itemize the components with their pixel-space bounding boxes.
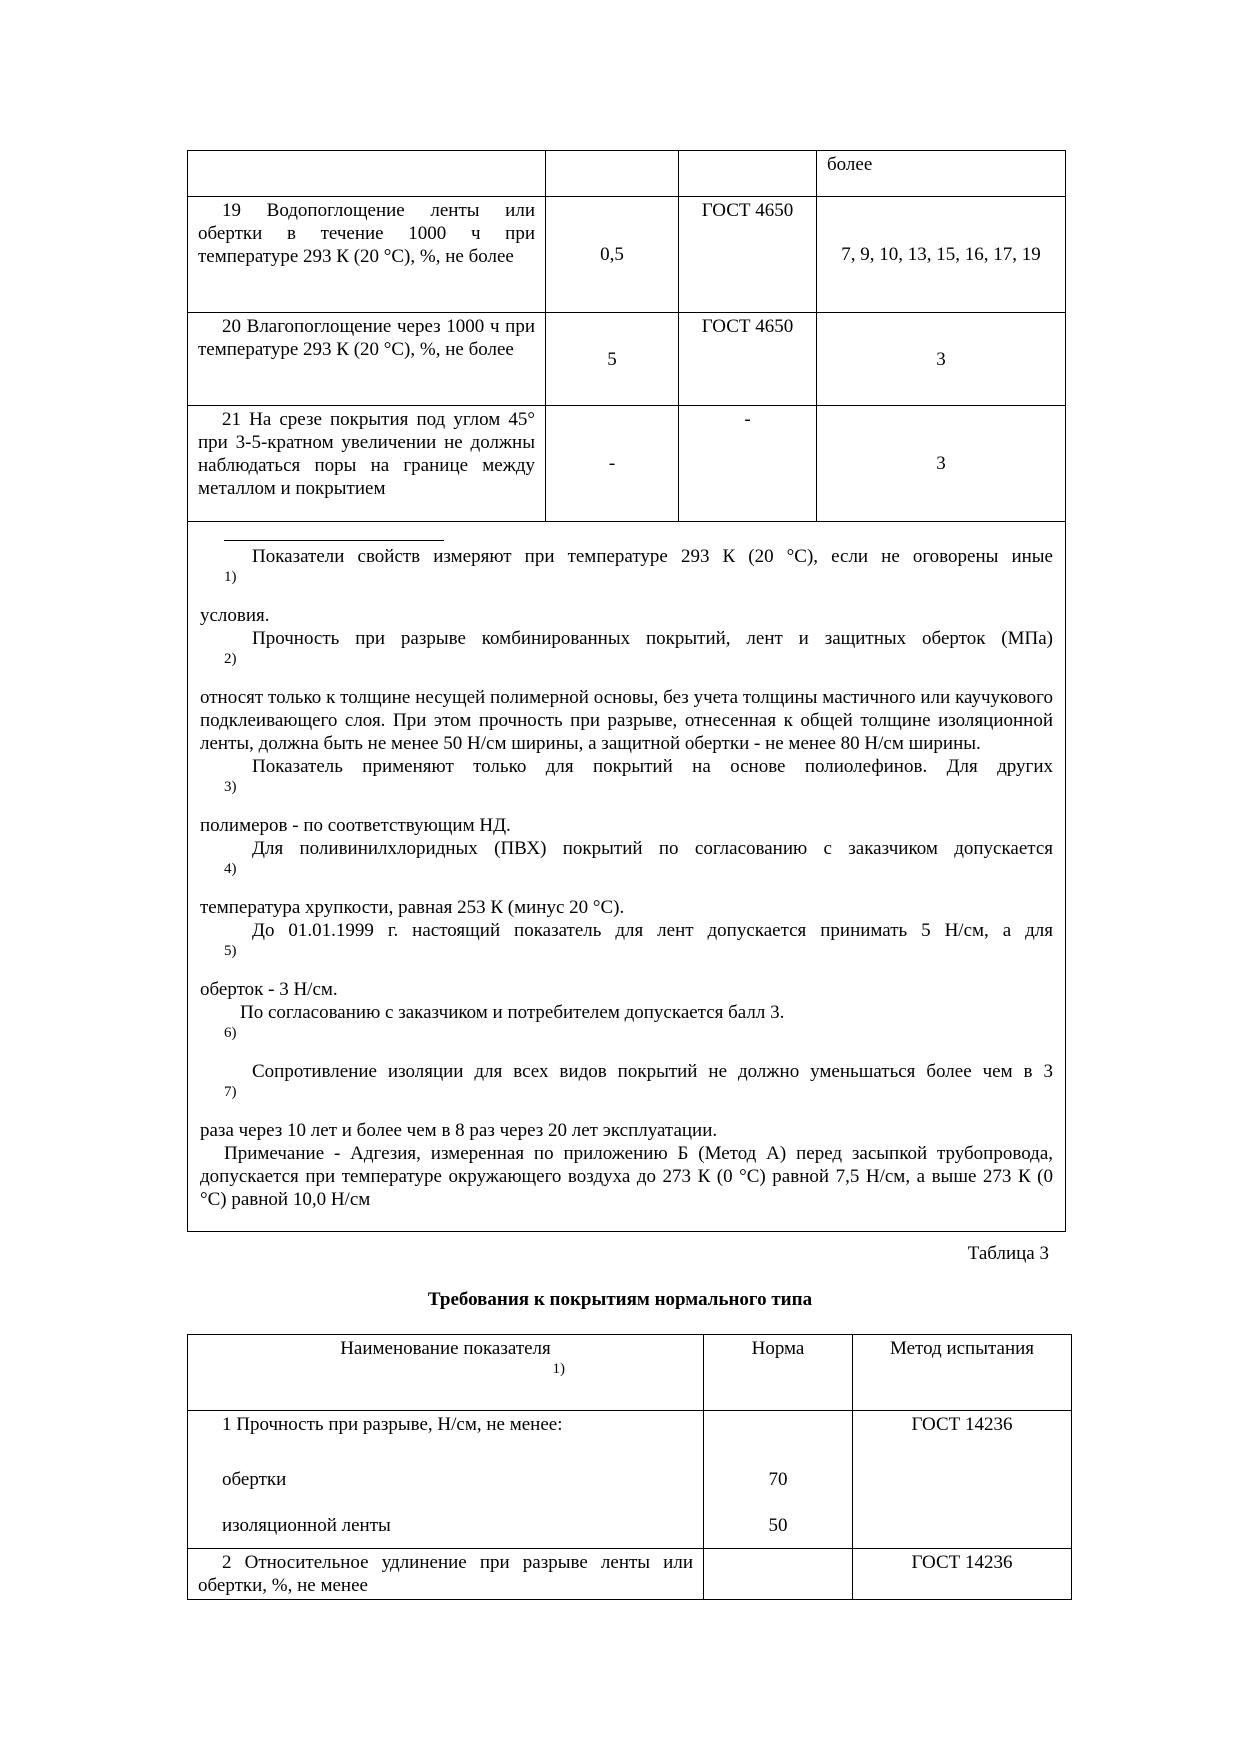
footnote-separator bbox=[224, 540, 444, 541]
coating-types-cell: 3 bbox=[817, 406, 1066, 522]
norm-cell: - bbox=[546, 406, 679, 522]
norm-cell bbox=[704, 1411, 853, 1457]
norm-cell: 0,5 bbox=[546, 197, 679, 313]
footnote-5-marker: 5) bbox=[224, 943, 237, 959]
footnote-2-continuation: относят только к толщине несущей полимерной основы, без учета толщины мастичного или каучукового подклеивающего слоя. При этом прочность при разрыве, отнесенная к общей толщине изоляционной ленты, должна быть не менее 50 Н/см ширины, а защитной обертки - не менее 80 Н/см ширины. bbox=[200, 687, 1053, 754]
table-cell bbox=[188, 151, 546, 197]
footnote-3-text: Показатель применяют только для покрытий на основе полиолефинов. Для других bbox=[252, 756, 1053, 777]
footnote-5-continuation: оберток - 3 Н/см. bbox=[200, 979, 338, 1000]
table-cell bbox=[679, 151, 817, 197]
table-header-row bbox=[188, 1335, 1072, 1411]
footnote-6-marker: 6) bbox=[224, 1025, 237, 1041]
coating-types-cell: 3 bbox=[817, 313, 1066, 406]
table-title: Требования к покрытиям нормального типа bbox=[427, 1289, 813, 1310]
indicator-name-cell: 1 Прочность при разрыве, Н/см, не менее: bbox=[188, 1411, 704, 1457]
table-row bbox=[188, 313, 1066, 406]
footnotes-cell bbox=[188, 522, 1066, 1232]
table-row bbox=[188, 406, 1066, 522]
table-row bbox=[188, 1549, 1072, 1600]
table-number-label: Таблица 3 bbox=[967, 1243, 1049, 1264]
header-indicator-label: Наименование показателя bbox=[340, 1338, 551, 1359]
header-norm: Норма bbox=[704, 1335, 853, 1411]
table-row bbox=[188, 1411, 1072, 1457]
requirements-table-continued bbox=[187, 150, 1066, 1232]
header-footnote-marker: 1) bbox=[552, 1361, 565, 1377]
sub-indicator-name-cell: обертки bbox=[188, 1457, 704, 1503]
normal-coating-requirements-table bbox=[187, 1334, 1072, 1600]
header-test-method: Метод испытания bbox=[853, 1335, 1072, 1411]
method-cell: ГОСТ 14236 bbox=[853, 1411, 1072, 1549]
footnote-1-marker: 1) bbox=[224, 569, 237, 585]
table-row bbox=[188, 151, 1066, 197]
footnote-7-marker: 7) bbox=[224, 1084, 237, 1100]
sub-indicator-name-cell: изоляционной ленты bbox=[188, 1503, 704, 1549]
footnote-2-marker: 2) bbox=[224, 651, 237, 667]
footnote-3-marker: 3) bbox=[224, 779, 237, 795]
method-cell: ГОСТ 14236 bbox=[853, 1549, 1072, 1600]
table-row bbox=[188, 197, 1066, 313]
footnote-4-marker: 4) bbox=[224, 861, 237, 877]
indicator-name-cell: 2 Относительное удлинение при разрыве ленты или обертки, %, не менее bbox=[188, 1549, 704, 1600]
footnote-7-continuation: раза через 10 лет и более чем в 8 раз через 20 лет эксплуатации. bbox=[200, 1120, 718, 1141]
indicator-name-cell: 19 Водопоглощение ленты или обертки в течение 1000 ч при температуре 293 К (20 °С), %, не более bbox=[188, 197, 546, 313]
footnote-7-text: Сопротивление изоляции для всех видов покрытий не должно уменьшаться более чем в 3 bbox=[252, 1061, 1053, 1082]
method-cell: ГОСТ 4650 bbox=[679, 313, 817, 406]
footnote-4-text: Для поливинилхлоридных (ПВХ) покрытий по согласованию с заказчиком допускается bbox=[252, 838, 1053, 859]
footnote-3-continuation: полимеров - по соответствующим НД. bbox=[200, 815, 511, 836]
footnote-1-continuation: условия. bbox=[200, 605, 270, 626]
footnote-5-text: До 01.01.1999 г. настоящий показатель для лент допускается принимать 5 Н/см, а для bbox=[252, 920, 1053, 941]
norm-cell bbox=[704, 1549, 853, 1600]
norm-cell: 5 bbox=[546, 313, 679, 406]
indicator-name-cell: 20 Влагопоглощение через 1000 ч при температуре 293 К (20 °С), %, не более bbox=[188, 313, 546, 406]
method-cell: ГОСТ 4650 bbox=[679, 197, 817, 313]
coating-types-cell: 7, 9, 10, 13, 15, 16, 17, 19 bbox=[817, 197, 1066, 313]
sub-norm-cell: 50 bbox=[704, 1503, 853, 1549]
footnote-1-text: Показатели свойств измеряют при температуре 293 К (20 °С), если не оговорены иные bbox=[252, 546, 1053, 567]
table-cell: более bbox=[817, 151, 1066, 197]
footnotes-row bbox=[188, 522, 1066, 1232]
footnote-6-text: По согласованию с заказчиком и потребителем допускается балл 3. bbox=[240, 1002, 785, 1023]
footnote-4-continuation: температура хрупкости, равная 253 К (минус 20 °С). bbox=[200, 897, 625, 918]
table-note: Примечание - Адгезия, измеренная по приложению Б (Метод А) перед засыпкой трубопровода, допускается при температуре окружающего воздуха до 273 К (0 °С) равной 7,5 Н/см, а выше 273 К (0 °С) равной 10,0 Н/см bbox=[200, 1143, 1053, 1210]
method-cell: - bbox=[679, 406, 817, 522]
indicator-name-cell: 21 На срезе покрытия под углом 45° при 3-5-кратном увеличении не должны наблюдаться поры на границе между металлом и покрытием bbox=[188, 406, 546, 522]
footnote-2-text: Прочность при разрыве комбинированных покрытий, лент и защитных оберток (МПа) bbox=[252, 628, 1053, 649]
sub-norm-cell: 70 bbox=[704, 1457, 853, 1503]
header-indicator-name bbox=[188, 1335, 704, 1411]
table-cell bbox=[546, 151, 679, 197]
